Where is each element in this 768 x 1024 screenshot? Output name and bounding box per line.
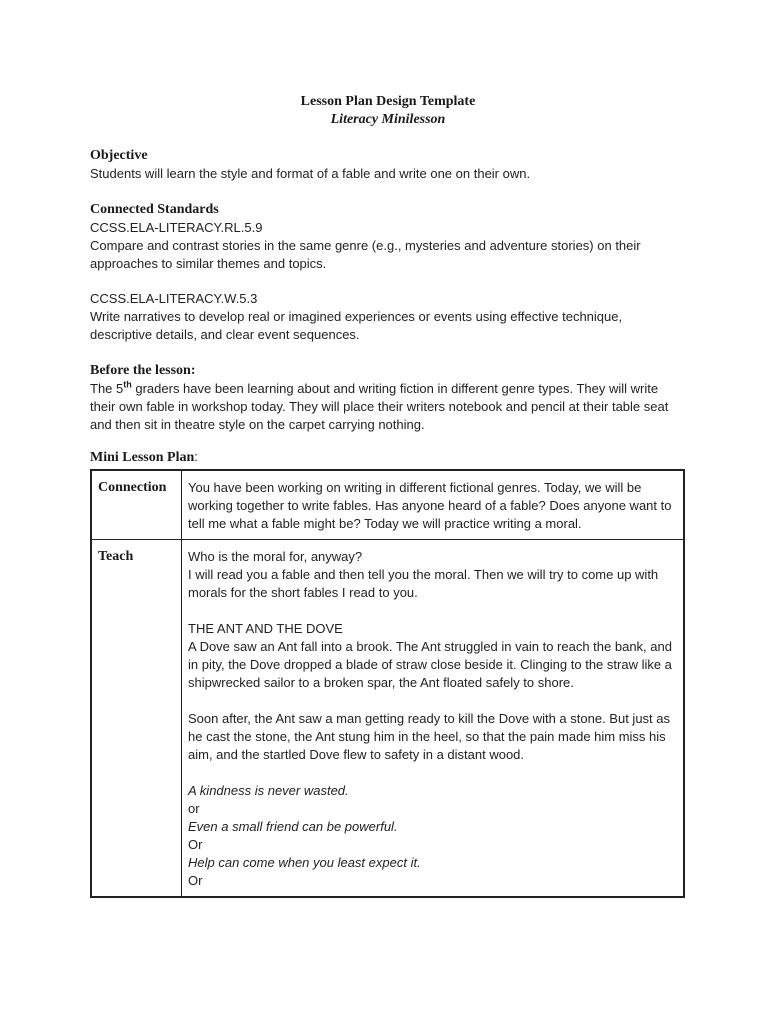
- before-lesson-text: [90, 380, 686, 434]
- objective-heading: Objective: [90, 148, 148, 163]
- teach-content: [182, 540, 685, 898]
- row-label-connection: Connection: [91, 470, 182, 540]
- moral-1: A kindness is never wasted.: [188, 783, 349, 798]
- teach-intro-line-2: I will read you a fable and then tell you the moral. Then we will try to come up with morals for the short fables I read to you.: [188, 567, 659, 600]
- standard-code-1: CCSS.ELA-LITERACY.RL.5.9: [90, 220, 263, 235]
- before-lesson-heading: Before the lesson:: [90, 363, 196, 378]
- standards-heading: Connected Standards: [90, 202, 219, 217]
- fable-paragraph-2: Soon after, the Ant saw a man getting ready to kill the Dove with a stone. But just as he cast the stone, the Ant stung him in the heel, so that the pain made him miss his aim, and the startled Dove flew to safety in a distant wood.: [188, 711, 670, 762]
- table-row: [91, 470, 684, 540]
- fable-paragraph-1: A Dove saw an Ant fall into a brook. The Ant struggled in vain to reach the bank, and in pity, the Dove dropped a blade of straw close beside it. Clinging to the straw like a shipwrecked sailor to a broken spar, the Ant floated safely to shore.: [188, 639, 672, 690]
- row-label-teach: Teach: [91, 540, 182, 898]
- page-title: Lesson Plan Design Template: [300, 94, 476, 109]
- page-subtitle: Literacy Minilesson: [330, 112, 446, 127]
- standard-description-2: Write narratives to develop real or imagined experiences or events using effective technique, descriptive details, and clear event sequences.: [90, 309, 623, 342]
- mini-lesson-label-colon: :: [194, 449, 198, 464]
- teach-intro-line-1: Who is the moral for, anyway?: [188, 549, 363, 564]
- mini-lesson-label: [90, 448, 686, 467]
- ordinal-suffix: th: [123, 379, 132, 390]
- connection-content: You have been working on writing in different fictional genres. Today, we will be working together to write fables. Has anyone heard of a fable? Does anyone want to tell me what a fable might be? Today we will practice writing a moral.: [182, 470, 685, 540]
- table-row: [91, 540, 684, 898]
- mini-lesson-table: [90, 469, 685, 898]
- objective-text: Students will learn the style and format of a fable and write one on their own.: [90, 166, 531, 181]
- before-lesson-text-rest: graders have been learning about and writing fiction in different genre types. They will write their own fable in workshop today. They will place their writers notebook and pencil at their table seat and then sit in theatre style on the carpet carrying nothing.: [90, 381, 669, 432]
- document-page: [90, 93, 686, 898]
- fable-title: THE ANT AND THE DOVE: [188, 621, 343, 636]
- moral-2: Even a small friend can be powerful.: [188, 819, 398, 834]
- or-separator-3: Or: [188, 873, 203, 888]
- or-separator-1: or: [188, 801, 200, 816]
- moral-3: Help can come when you least expect it.: [188, 855, 421, 870]
- before-lesson-text-start: The 5: [90, 381, 124, 396]
- standard-code-2: CCSS.ELA-LITERACY.W.5.3: [90, 291, 258, 306]
- standard-description-1: Compare and contrast stories in the same genre (e.g., mysteries and adventure stories) on their approaches to similar themes and topics.: [90, 238, 641, 271]
- mini-lesson-label-text: Mini Lesson Plan: [90, 450, 195, 465]
- or-separator-2: Or: [188, 837, 203, 852]
